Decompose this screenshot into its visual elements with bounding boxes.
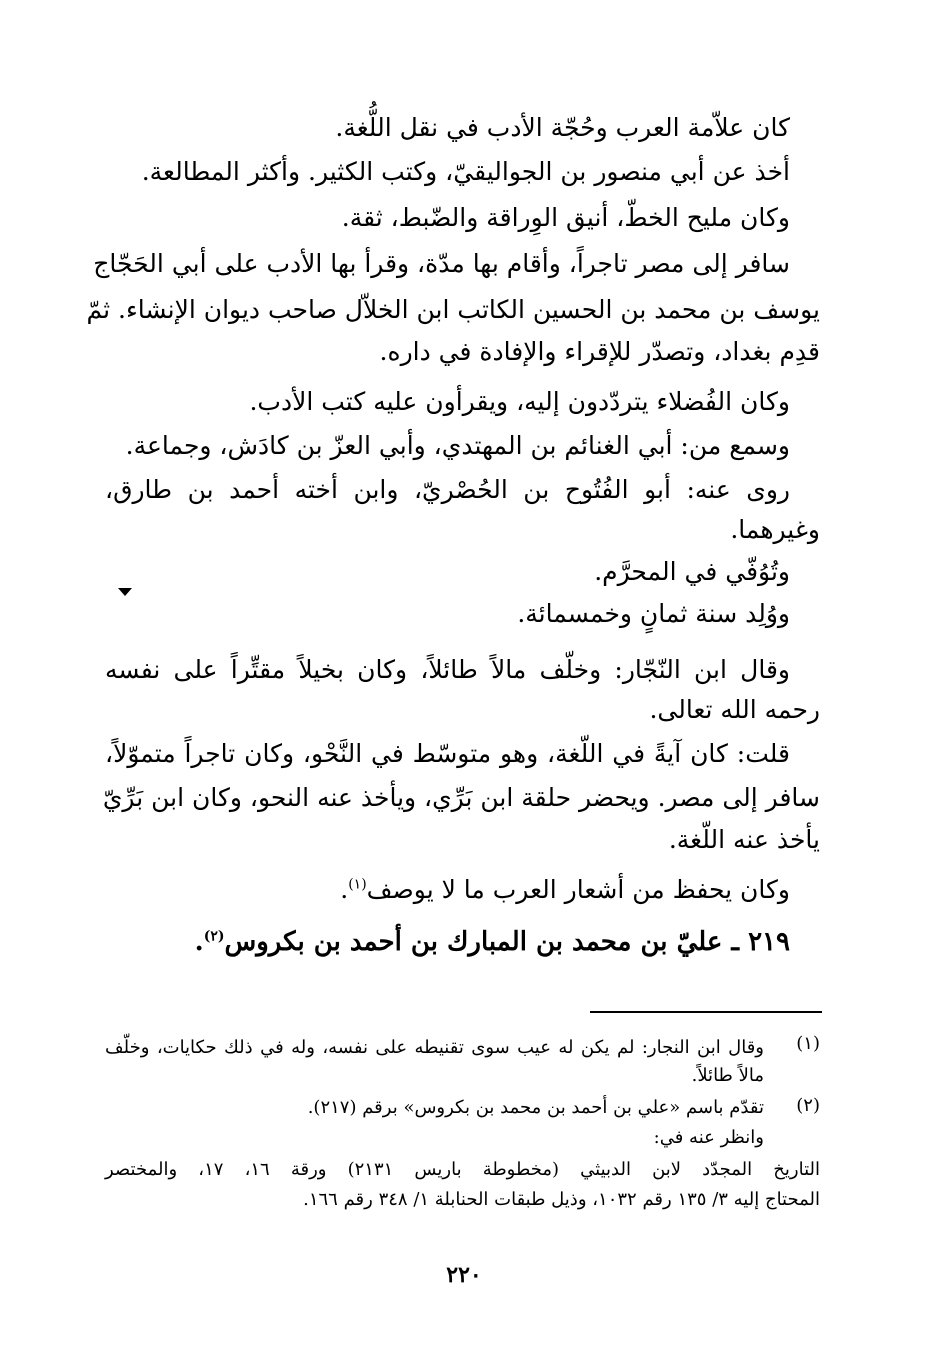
footnote-line: تقدّم باسم «علي بن أحمد بن محمد بن بكروس» برقم (٢١٧).: [307, 1097, 764, 1118]
text-segment: .: [194, 927, 204, 957]
text-line: روى عنه: أبو الفُتُوح بن الحُصْريّ، وابن أخته أحمد بن طارق،: [105, 475, 790, 504]
text-line: وقال ابن النّجّار: وخلّف مالاً طائلاً، وكان بخيلاً مقتِّراً على نفسه: [105, 655, 790, 684]
text-line: رحمه الله تعالى.: [649, 695, 820, 724]
text-line: قلت: كان آيةً في اللّغة، وهو متوسّط في النَّحْو، وكان تاجراً متموّلاً،: [105, 739, 790, 768]
text-segment: وكان يحفظ من أشعار العرب ما لا يوصف: [366, 875, 790, 904]
text-line: ووُلِد سنة ثمانٍ وخمسمائة.: [517, 599, 790, 628]
text-line: وتُوُفّي في المحرَّم.: [594, 557, 790, 586]
margin-marker-icon: [118, 588, 132, 596]
page-number: ٢٢٠: [446, 1262, 482, 1288]
text-line: وكان مليح الخطّ، أنيق الوِراقة والضّبط، ثقة.: [341, 203, 790, 232]
text-line-with-footnote-ref: [105, 872, 820, 912]
footnote-line: التاريخ المجدّد لابن الدبيثي (مخطوطة باريس ٢١٣١) ورقة ١٦، ١٧، والمختصر: [105, 1159, 820, 1180]
footnote-ref-1: (١): [348, 876, 367, 893]
text-line: كان علاّمة العرب وحُجّة الأدب في نقل اللُّغة.: [335, 113, 790, 142]
text-line: سافر إلى مصر. ويحضر حلقة ابن بَرِّي، ويأخذ عنه النحو، وكان ابن بَرِّيّ: [102, 783, 820, 812]
footnote-line: المحتاج إليه ٣/ ١٣٥ رقم ١٠٣٢، وذيل طبقات الحنابلة ١/ ٣٤٨ رقم ١٦٦.: [303, 1189, 820, 1210]
entry-heading: [105, 924, 820, 964]
footnote-line: وقال ابن النجار: لم يكن له عيب سوى تقنيطه على نفسه، وله في ذلك حكايات، وخلّف: [105, 1037, 764, 1058]
footnote-line: وانظر عنه في:: [653, 1127, 764, 1148]
text-segment: .: [340, 875, 349, 904]
text-line: سافر إلى مصر تاجراً، وأقام بها مدّة، وقرأ بها الأدب على أبي الحَجّاج: [93, 249, 790, 278]
text-line: أخذ عن أبي منصور بن الجواليقيّ، وكتب الكثير. وأكثر المطالعة.: [141, 157, 790, 186]
text-line: وسمع من: أبي الغنائم بن المهتدي، وأبي العزّ بن كادَش، وجماعة.: [125, 431, 790, 460]
footnote-number: (١): [796, 1033, 820, 1054]
footnote-separator: [590, 1011, 822, 1013]
text-line: يوسف بن محمد بن الحسين الكاتب ابن الخلاّل صاحب ديوان الإنشاء. ثمّ: [86, 295, 820, 324]
footnote-line: مالاً طائلاً.: [691, 1065, 764, 1086]
footnote-ref-2: (٢): [203, 928, 225, 945]
text-line: وغيرهما.: [730, 515, 820, 544]
text-line: وكان الفُضلاء يتردّدون إليه، ويقرأون عليه كتب الأدب.: [249, 387, 790, 416]
text-line: قدِم بغداد، وتصدّر للإقراء والإفادة في داره.: [379, 337, 820, 366]
footnote-number: (٢): [796, 1095, 820, 1116]
text-line: يأخذ عنه اللّغة.: [668, 825, 820, 854]
entry-heading-text: ٢١٩ ـ عليّ بن محمد بن المبارك بن أحمد بن بكروس: [224, 927, 790, 957]
